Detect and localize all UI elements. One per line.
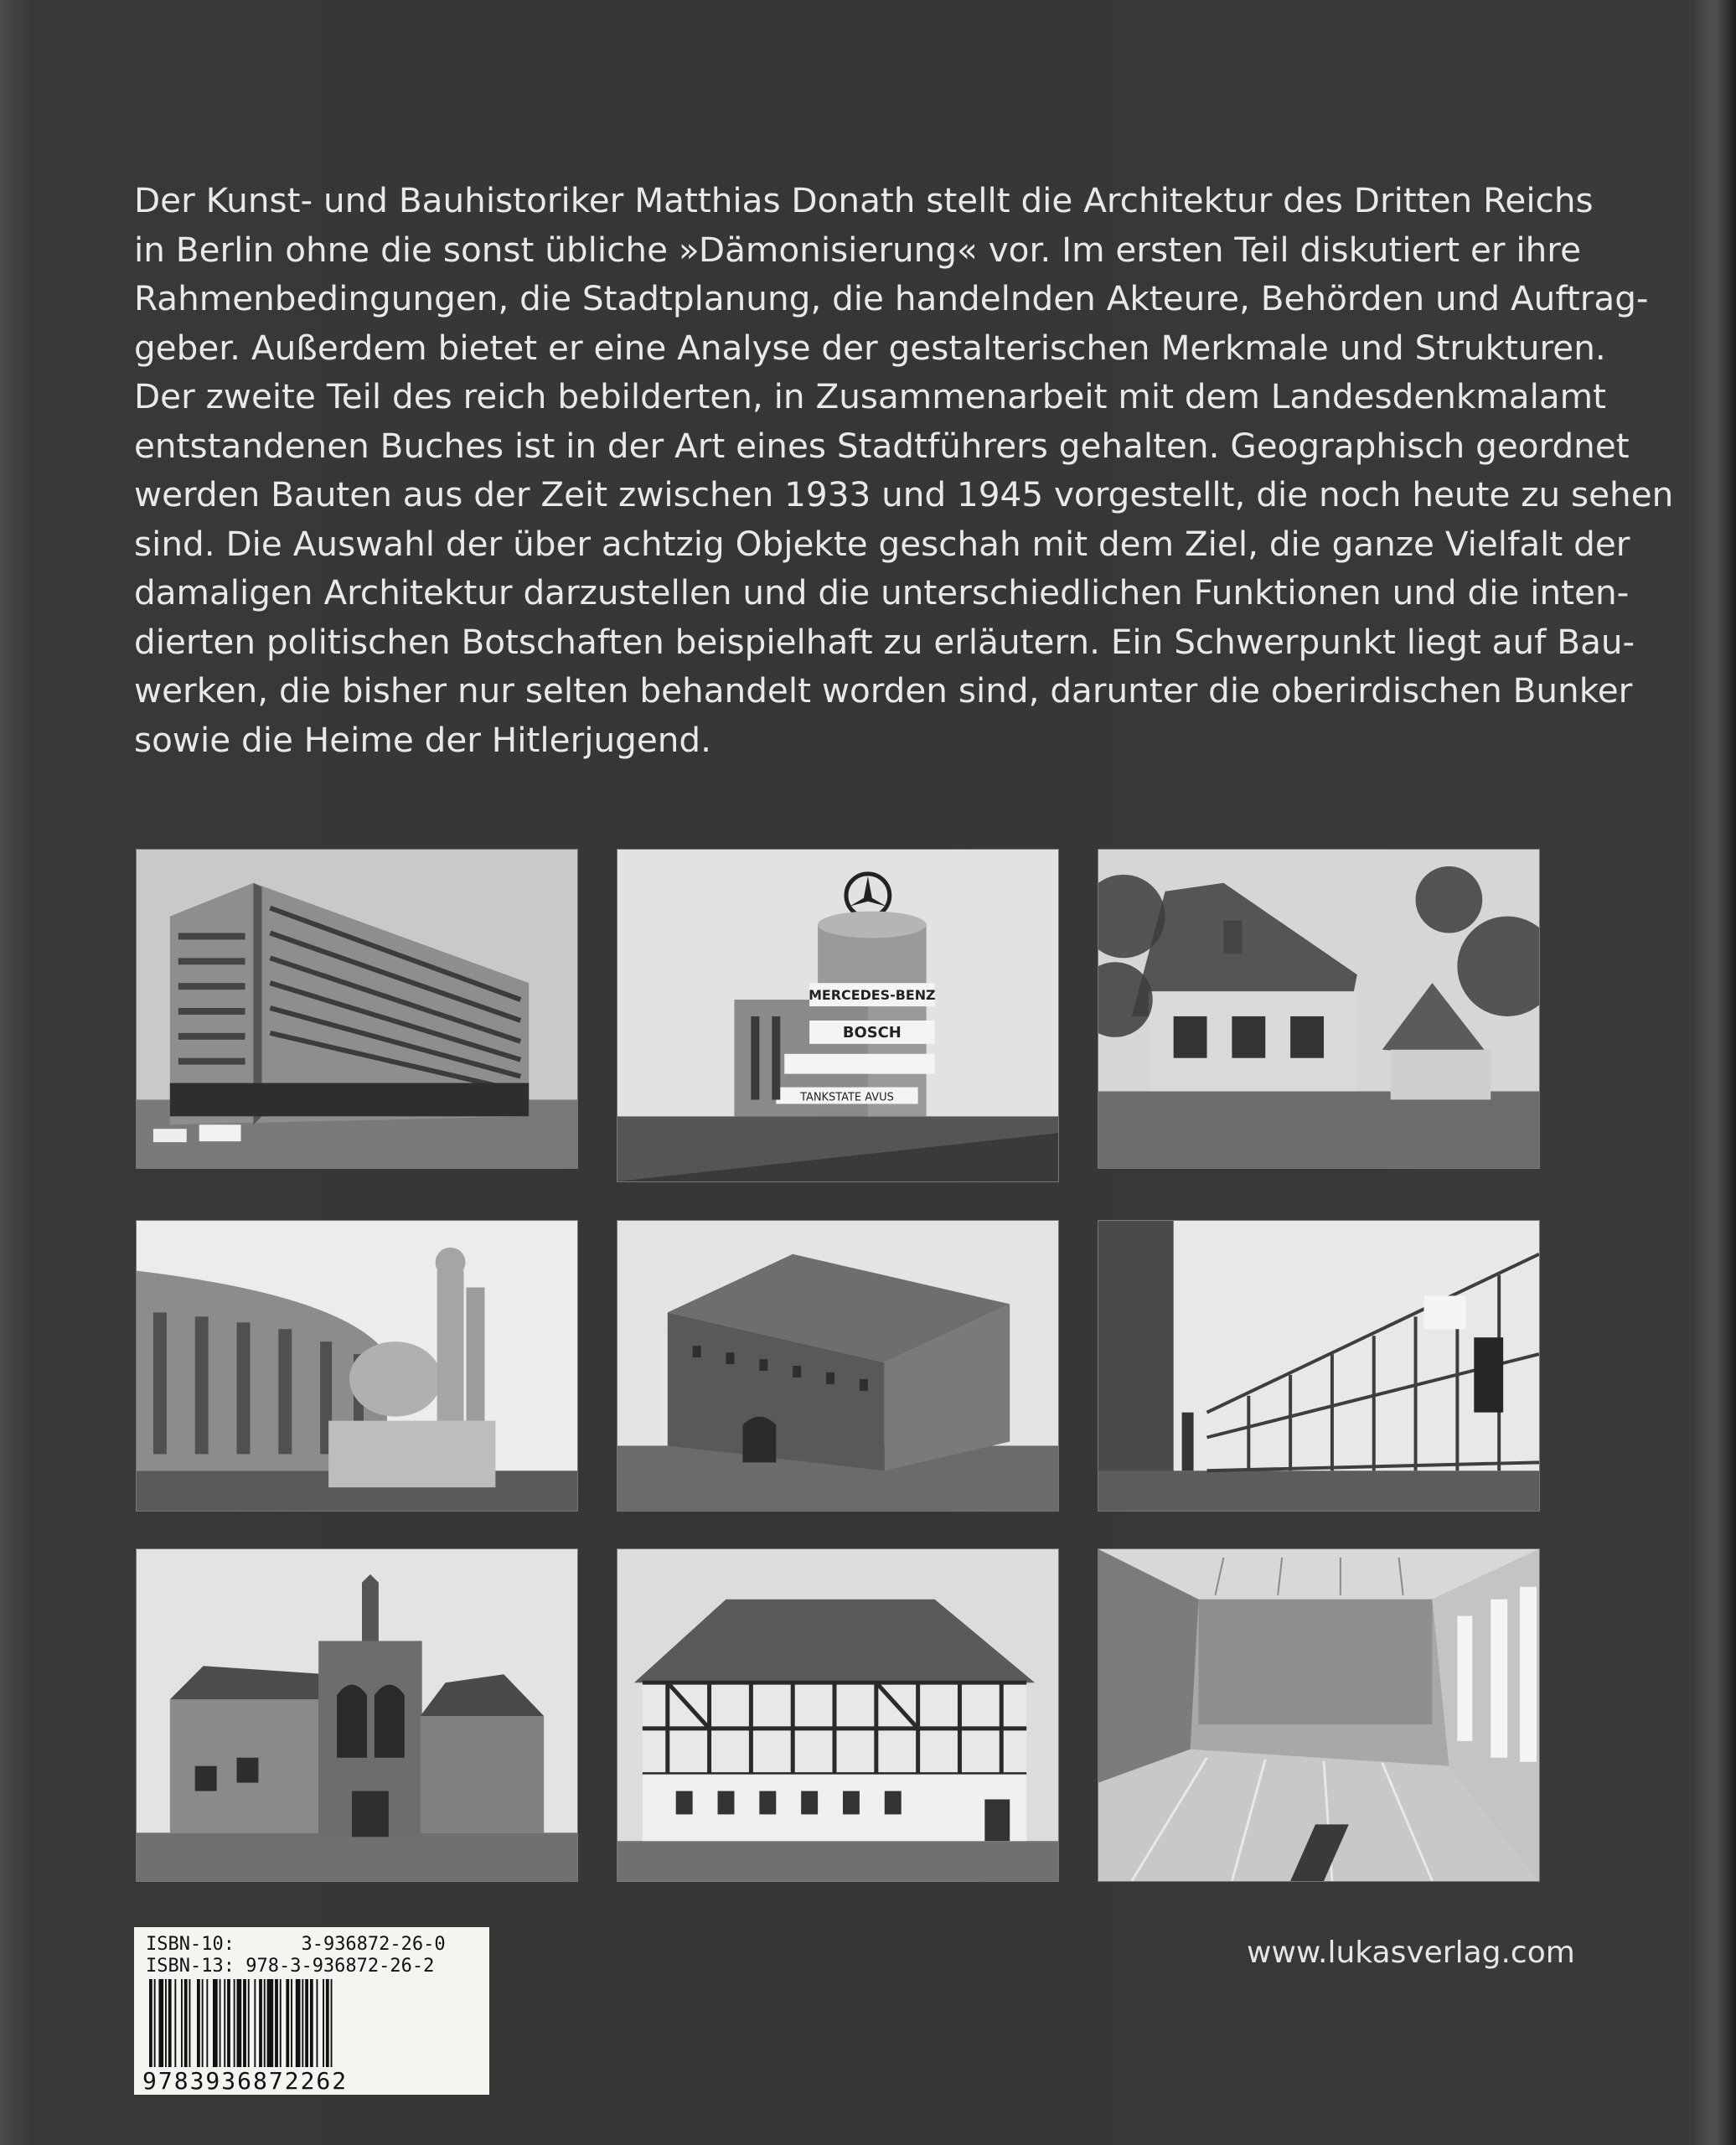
- cover-edge-shadow: [1711, 0, 1736, 2145]
- barcode-bar: [220, 1979, 221, 2070]
- barcode-bar: [275, 1979, 278, 2070]
- photo-bunker: [617, 1220, 1059, 1512]
- isbn10-line: [146, 1934, 478, 1956]
- barcode-bar: [149, 1979, 152, 2070]
- barcode-bar: [248, 1979, 250, 2070]
- blurb-line: entstandenen Buches ist in der Art eines Stadtführers gehalten. Geographisch geordnet: [134, 425, 1630, 466]
- book-blurb: [134, 176, 1674, 764]
- blurb-line: werken, die bisher nur selten behandelt worden sind, darunter die oberirdischen Bunker: [134, 670, 1633, 711]
- blurb-line: geber. Außerdem bietet er eine Analyse der gestalterischen Merkmale und Strukturen.: [134, 327, 1606, 368]
- photo-swimming-hall: [1098, 1548, 1540, 1882]
- barcode-bar: [317, 1979, 318, 2070]
- isbn13-label: ISBN-13:: [146, 1956, 235, 1977]
- barcode-bar: [243, 1979, 246, 2070]
- barcode-bar: [267, 1979, 274, 2070]
- blurb-line: Der zweite Teil des reich bebilderten, in Zusammenarbeit mit dem Landesdenkmalamt: [134, 376, 1606, 416]
- barcode-bar: [280, 1979, 282, 2070]
- photo-office-building: [136, 849, 578, 1169]
- barcode-bar: [310, 1979, 313, 2070]
- barcode-bar: [237, 1979, 242, 2070]
- barcode-bar: [181, 1979, 183, 2070]
- blurb-line: Rahmenbedingungen, die Stadtplanung, die handelnden Akteure, Behörden und Auftrag-: [134, 278, 1649, 318]
- barcode-bar: [302, 1979, 303, 2070]
- barcode-bar: [197, 1979, 200, 2070]
- barcode-bar: [224, 1979, 225, 2070]
- blurb-line: werden Bauten aus der Zeit zwischen 1933 und 1945 vorgestellt, die noch heute zu sehen: [134, 474, 1674, 514]
- barcode-bar: [326, 1979, 329, 2070]
- barcode-bar: [296, 1979, 301, 2070]
- barcode-bar: [227, 1979, 230, 2070]
- photo-half-timbered: [617, 1548, 1059, 1882]
- bosch-sign: BOSCH: [842, 1023, 902, 1041]
- blurb-line: damaligen Architektur darzustellen und die unterschiedlichen Funktionen und die inten-: [134, 572, 1630, 612]
- isbn13-line: [146, 1956, 478, 1977]
- blurb-line: Der Kunst- und Bauhistoriker Matthias Donath stellt die Architektur des Dritten Reichs: [134, 180, 1594, 220]
- barcode-bar: [202, 1979, 204, 2070]
- isbn13-value: 978-3-936872-26-2: [245, 1956, 435, 1977]
- barcode-bar: [234, 1979, 235, 2070]
- barcode-bar: [259, 1979, 262, 2070]
- barcode-bar: [206, 1979, 208, 2070]
- barcode-bar: [154, 1979, 156, 2070]
- barcode-bar: [264, 1979, 266, 2070]
- photo-chapel-tower: [136, 1548, 578, 1882]
- barcode-bar: [305, 1979, 308, 2070]
- barcode-bar: [174, 1979, 176, 2070]
- barcode-bar: [184, 1979, 188, 2070]
- photo-house-trees: [1098, 849, 1540, 1169]
- barcode-bar: [254, 1979, 256, 2070]
- isbn-label: [134, 1927, 489, 2095]
- blurb-line: sowie die Heime der Hitlerjugend.: [134, 719, 712, 760]
- barcode-bar: [189, 1979, 191, 2070]
- photo-steel-hall: [1098, 1220, 1540, 1512]
- photo-mercedes-tower: [617, 849, 1059, 1182]
- blurb-line: dierten politischen Botschaften beispielhaft zu erläutern. Ein Schwerpunkt liegt auf Bau-: [134, 621, 1635, 662]
- blurb-line: sind. Die Auswahl der über achtzig Objekte geschah mit dem Ziel, die ganze Vielfalt der: [134, 523, 1630, 564]
- barcode: [146, 1979, 478, 2070]
- barcode-bar: [213, 1979, 218, 2070]
- barcode-bar: [323, 1979, 324, 2070]
- barcode-digits: 9783936872262: [142, 2067, 478, 2095]
- barcode-bar: [165, 1979, 167, 2070]
- barcode-bar: [291, 1979, 292, 2070]
- barcode-bar: [158, 1979, 163, 2070]
- barcode-bar: [331, 1979, 333, 2070]
- mercedes-sign: MERCEDES-BENZ: [809, 987, 936, 1004]
- avus-sign: TANKSTATE AVUS: [800, 1091, 894, 1104]
- barcode-bar: [286, 1979, 289, 2070]
- isbn10-value: 3-936872-26-0: [301, 1934, 446, 1955]
- blurb-line: in Berlin ohne die sonst übliche »Dämonisierung« vor. Im ersten Teil diskutiert er ihre: [134, 229, 1581, 270]
- barcode-bar: [168, 1979, 172, 2070]
- photo-stadium-statue: [136, 1220, 578, 1512]
- isbn10-label: ISBN-10:: [146, 1934, 235, 1955]
- publisher-website: www.lukasverlag.com: [1247, 1936, 1575, 1970]
